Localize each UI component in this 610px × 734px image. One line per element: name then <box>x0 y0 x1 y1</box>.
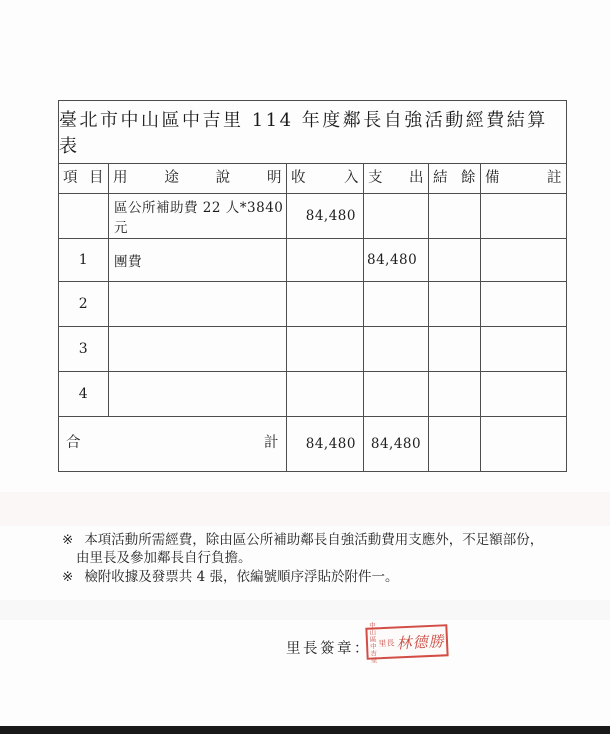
header-balance: 結餘 <box>429 164 481 194</box>
cell-remarks <box>481 282 566 327</box>
document-title: 臺北市中山區中吉里 114 年度鄰長自強活動經費結算表 <box>59 101 566 164</box>
cell-income <box>287 282 364 327</box>
cell-remarks <box>481 194 566 239</box>
footnotes <box>62 532 545 589</box>
header-expense: 支出 <box>364 164 429 194</box>
cell-description <box>109 372 287 417</box>
cell-income <box>287 327 364 372</box>
stamp-region-line1: 中山區 <box>369 621 377 644</box>
cell-item: 2 <box>59 282 109 327</box>
cell-item: 3 <box>59 327 109 372</box>
note-marker: ※ <box>62 569 74 585</box>
cell-remarks <box>481 372 566 417</box>
cell-remarks <box>481 239 566 282</box>
stamp-title: 里長 <box>378 638 395 648</box>
header-description: 用途說明 <box>109 164 287 194</box>
total-label: 合計 <box>59 417 287 471</box>
cell-expense <box>364 372 429 417</box>
total-expense: 84,480 <box>364 417 429 471</box>
footnote <box>62 532 545 567</box>
cell-item <box>59 194 109 239</box>
village-chief-stamp <box>365 621 448 665</box>
note-text: 本項活動所需經費，除由區公所補助鄰長自強活動費用支應外，不足額部份，由里長及參加鄰長自行負擔。 <box>76 532 544 566</box>
cell-income: 84,480 <box>287 194 364 239</box>
budget-settlement-table <box>58 100 567 472</box>
cell-item: 1 <box>59 239 109 282</box>
scan-streak <box>0 600 610 620</box>
stamp-region-line2: 中吉里 <box>369 642 378 665</box>
footnote <box>62 569 545 587</box>
cell-balance <box>429 282 481 327</box>
total-remarks <box>481 417 566 471</box>
cell-expense <box>364 282 429 327</box>
cell-item: 4 <box>59 372 109 417</box>
total-balance <box>429 417 481 471</box>
stamp-name: 林德勝 <box>396 631 445 652</box>
cell-balance <box>429 194 481 239</box>
header-item: 項目 <box>59 164 109 194</box>
stamp-region-text <box>369 622 377 664</box>
cell-income <box>287 239 364 282</box>
cell-description: 區公所補助費 22 人*3840 元 <box>109 194 287 239</box>
cell-income <box>287 372 364 417</box>
cell-description <box>109 327 287 372</box>
cell-balance <box>429 239 481 282</box>
header-income: 收入 <box>287 164 364 194</box>
scan-streak <box>0 492 610 526</box>
note-text: 檢附收據及發票共 4 張，依編號順序浮貼於附件一。 <box>84 569 399 585</box>
cell-description: 團費 <box>109 239 287 282</box>
cell-remarks <box>481 327 566 372</box>
cell-description <box>109 282 287 327</box>
cell-expense <box>364 327 429 372</box>
village-chief-signature-label: 里長簽章： <box>286 641 371 657</box>
scan-edge-bar <box>0 726 610 734</box>
cell-expense <box>364 194 429 239</box>
cell-balance <box>429 327 481 372</box>
header-remarks: 備註 <box>481 164 566 194</box>
cell-expense: 84,480 <box>364 239 429 282</box>
cell-balance <box>429 372 481 417</box>
note-marker: ※ <box>62 532 74 548</box>
total-income: 84,480 <box>287 417 364 471</box>
